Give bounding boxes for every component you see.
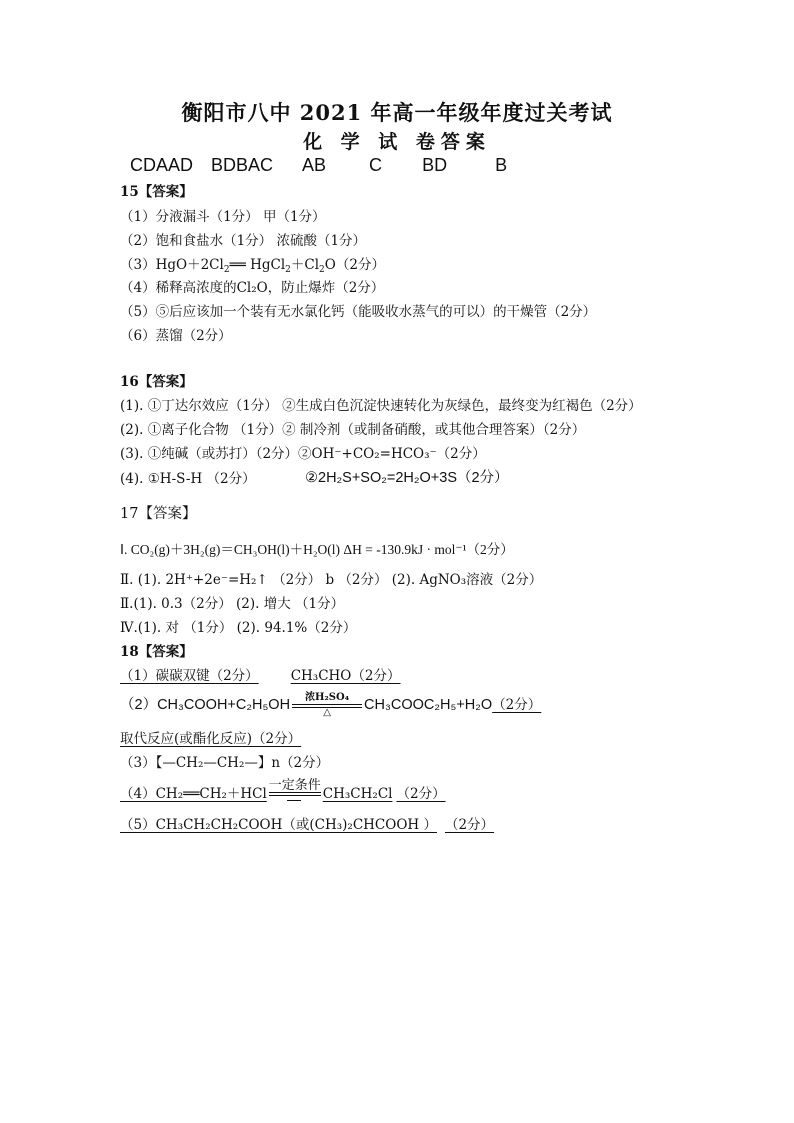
- q15-answer-2: （2）饱和食盐水（1分） 浓硫酸（1分）: [120, 233, 367, 249]
- choice-answer-group: CDAAD: [130, 155, 194, 175]
- q17-answer-3: Ⅱ.(1). 0.3（2分） (2). 增大 （1分）: [120, 596, 345, 612]
- page-title: 衡阳市八中 2021 年高一年级年度过关考试: [181, 100, 613, 125]
- choice-answer-group: BDBAC: [211, 155, 274, 175]
- q15-answer-3: $(3)HgO+2Cl_2══$ $HgCl_2+Cl_2O(2$分）: [120, 257, 385, 275]
- q18-header: 18【答案】: [120, 644, 193, 660]
- q17-header: 17【答案】: [120, 506, 197, 522]
- reaction-condition-arrow: 浓H₂SO₄ △: [292, 698, 362, 714]
- reaction-condition-arrow: 一定条件: [269, 787, 321, 803]
- q15-header: 15【答案】: [120, 184, 193, 200]
- page-subtitle: 化 学 试 卷答案: [303, 131, 491, 153]
- q18-answer-1: （1）碳碳双键（2分） CH₃CHO（2分）: [120, 668, 401, 684]
- q16-header: 16【答案】: [120, 374, 193, 390]
- q17-answer-1: Ⅰ. CO₂(g)＋3H₂(g)＝CH₃OH(l)＋H₂O(l) ΔH = -130.9kJ · mol⁻¹（2分）: [120, 542, 514, 557]
- choice-answer-group: BD: [422, 155, 448, 175]
- q15-answer-4: （4）稀释高浓度的Cl₂O，防止爆炸（2分）: [120, 280, 385, 296]
- q17-answer-4: Ⅳ.(1). 对 （1分） (2). 94.1%（2分）: [120, 620, 357, 636]
- q17-answer-2: Ⅱ. (1). 2H⁺+2e⁻=H₂↑ （2分） b （2分） (2). AgNO₃溶液（2分）: [120, 572, 543, 588]
- q15-answer-5: （5）⑤后应该加一个装有无水氯化钙（能吸收水蒸气的可以）的干燥管（2分）: [120, 304, 597, 320]
- q18-answer-5: （5）CH₃CH₂CH₂COOH（或(CH₃)₂CHCOOH ） （2分）: [120, 817, 495, 833]
- choice-answer-group: AB: [302, 155, 327, 175]
- choice-answer-group: B: [495, 155, 508, 175]
- q15-answer-6: （6）蒸馏（2分）: [120, 328, 232, 344]
- choice-answer-group: C: [369, 155, 383, 175]
- q16-answer-4b: ②2H₂S+SO₂=2H₂O+3S（2分）: [305, 470, 509, 486]
- choice-answers-row: [130, 155, 507, 176]
- q15-answer-1: （1）分液漏斗（1分） 甲（1分）: [120, 209, 326, 225]
- q18-answer-3: （3）【—CH₂—CH₂—】n（2分）: [120, 755, 330, 771]
- q16-answer-2: (2). ①离子化合物 （1分）② 制冷剂（或制备硝酸，或其他合理答案）（2分）: [120, 422, 586, 438]
- q16-answer-1: (1). ①丁达尔效应（1分） ②生成白色沉淀快速转化为灰绿色，最终变为红褐色（2分）: [120, 398, 642, 414]
- q16-answer-4a: (4). ①H-S-H （2分）: [120, 471, 256, 487]
- q18-answer-2: （2）CH₃COOH+C₂H₅OH 浓H₂SO₄ △ CH₃COOC₂H₅+H₂O（2分）: [120, 691, 542, 718]
- q16-answer-3: (3). ①纯碱（或苏打）（2分）②OH⁻+CO₂=HCO₃⁻（2分）: [120, 446, 486, 462]
- q18-answer-4: （4）CH₂══CH₂＋HCl 一定条件 CH₃CH₂Cl （2分）: [120, 777, 446, 802]
- q18-answer-2-reaction-type: 取代反应(或酯化反应)（2分）: [120, 731, 302, 747]
